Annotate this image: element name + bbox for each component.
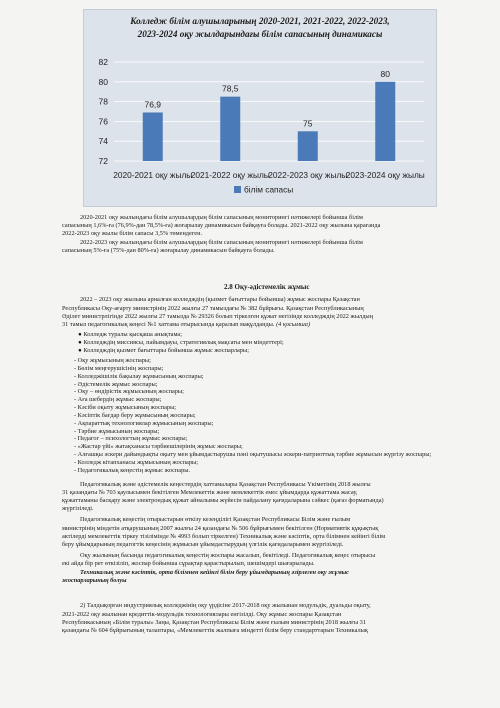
bullet-text: Колледждің миссиясы, пайымдауы, стратегиялық мақсаты мен міндеттері; [83,339,284,346]
data-label: 78,5 [221,83,239,94]
para7-line2: 2021-2022 оқу жылынан кредиттік-модульдік технологиялары енгізілді. Оқу жұмыс жоспары Қазақстан [62,611,342,618]
plan-list-item: - Оқу жұмысының жоспары; [74,357,151,364]
y-tick-label: 76 [98,116,108,127]
bullet-item: ● Колледждің қызмет бағыттары бойынша жұмыс жоспарлары; [78,347,249,354]
appendix-note: (4 қосымша) [276,321,311,328]
plan-list-item: - Колледжішілік бақылау жұмысының жоспары; [74,372,204,380]
para3-line3: құжаттаманы басқару және электрондық құжат айналымы жүйесін пайдалану қағидаларына сәйкес (қағаз форматында) [62,497,384,504]
bar [298,131,318,161]
y-tick-label: 80 [98,76,108,87]
bullet-text: Колледж туралы қысқаша анықтама; [83,331,182,338]
chart-panel [83,9,437,207]
analysis-p1-line2: сапасының 1,6%-ға (76,9%-дан 78,5%-ға) жоғарылау динамикасын байқауға болады. 2021-2022 оқу жылына қарағанда [62,222,381,229]
plan-list-item: - Педагог – психологтың жұмыс жоспары; [74,435,188,443]
para7-line3: Республикасының «Білім туралы» Заңы, Қазақстан Республикасы Білім және ғылым министрінің 2018 жылғы 31 [62,619,366,626]
legend-label: білім сапасы [244,184,294,195]
plan-list-item: - Ақпараттық технологиялар жұмысының жоспары; [74,419,214,427]
intro-line3: Әділет министрлігінде 2022 жылғы 27 тамызда № 29326 болып тіркелген құжат негізінде колледждің 2022 жылдың [62,313,374,320]
plan-list-item: - Бөлім меңгерушісінің жоспары; [74,364,164,372]
data-label: 80 [380,68,390,79]
bar [143,112,163,161]
plan-list-item: - Кәсіптік бағдар беру жұмысының жоспары; [74,411,196,419]
x-tick-label: 2023-2024 оқу жылы [345,170,425,180]
y-tick-label: 74 [98,136,108,147]
plan-list-item: - Кәсіби оқыту жұмысының жоспары; [74,404,177,412]
x-tick-label: 2021-2022 оқу жылы [190,170,270,180]
y-tick-label: 82 [98,57,108,67]
plan-list [74,357,474,475]
plan-list-item: - Оқу – өндірістік жұмысының жоспары; [74,388,184,396]
bullet-item: ● Колледж туралы қысқаша анықтама; [78,331,182,338]
y-tick-label: 78 [98,96,108,107]
bullet-text: Колледждің қызмет бағыттары бойынша жұмыс жоспарлары; [83,347,249,354]
para6-line1: Техникалық және кәсіптік, орта білімнен кейінгі білім беру ұйымдарының әзірлеген оқу жұмыс [80,569,349,576]
intro-line2: Республикасы Оқу-ағарту министрінің 2022 жылғы 27 тамыздағы № 382 бұйрығы. Қазақстан Республикасының [62,305,364,312]
para4-line2: министрінің міндетін атқарушының 2007 жылғы 24 қазандағы № 506 бұйрығымен бекітілген (Нормативтік құқықтық [62,525,379,532]
chart-title-line-2: 2023-2024 оқу жылдарындағы білім сапасының динамикасы [137,29,383,39]
bullet-item: ● Колледждің миссиясы, пайымдауы, стратегиялық мақсаты мен міндеттері; [78,339,284,346]
para6-line2: жоспарларының болуы [62,577,127,584]
bar [220,97,240,161]
analysis-p1-line1: 2020-2021 оқу жылындағы білім алушылардың білім сапасының мониторингі нәтижелері бойынша білім [80,214,363,221]
plan-list-item: - Тәрбие жұмысының жоспары; [74,427,160,435]
para4-line4: беру ұйымдарының педагогтік кеңесінің жұмысын ұйымдастырудың үлгілік қағидаларымен жүргізіледі. [62,541,344,548]
chart-title-line-1: Колледж білім алушыларының 2020-2021, 2021-2022, 2022-2023, [130,16,390,26]
intro-line1: 2022 – 2023 оқу жылына арналған колледждің (қызмет бағыттары бойынша) жұмыс жоспары Қазақстан [80,296,360,303]
bar-chart [84,10,436,206]
para7-line1: 2) Талдықорған индустриялық колледжінің оқу үрдісіне 2017-2018 оқу жылынан модульдік, дуальды оқыту, [80,602,371,609]
intro-line4 [62,321,310,329]
para4-line3: актілерді мемлекеттік тіркеу тізілімінде № 4993 болып тіркелген) Техникалық және кәсіптік, орта білімнен кейінгі білім [62,533,386,540]
analysis-p2-line1: 2022-2023 оқу жылындағы білім алушылардың білім сапасының мониторингі нәтижелері бойынша білім [80,239,363,246]
para4-line1: Педагогикалық кеңестің отырыстарын өткізу кезеңділігі Қазақстан Республикасы Білім және ғылым [80,516,351,523]
plan-list-item: - Алғашқы әскери дайындықты оқыту мен ұйымдастырушы пәні оқытушысы әскери-патриоттық тәрбие жұмысын жүргізу жоспары; [74,451,432,459]
data-label: 75 [303,118,313,129]
y-tick-label: 72 [98,156,108,166]
plan-list-item: - «Жастар үйі» жатақханасы тәрбиешілерінің жұмыс жоспары; [74,443,243,451]
plan-list-item: - Әдістемелік жұмыс жоспары; [74,380,158,388]
analysis-p2-line2: сапасының 5%-ға (75%-дан 80%-ға) жоғарылау динамикасын байқауға болады. [62,247,275,254]
para3-line4: жүргізіледі. [62,505,94,512]
plan-list-item: - Колледж кітапханасы жұмысының жоспары; [74,458,198,466]
intro-line4-text: 31 тамыз педагогикалық кеңесі №1 хаттама отырысында қаралып мақұлданды. [62,321,275,328]
analysis-p1-line3: 2022-2023 оқу жылы білім сапасы 3,5% төмендеген. [62,230,203,237]
x-tick-label: 2022-2023 оқу жылы [268,170,348,180]
data-label: 76,9 [144,99,162,110]
para7-line4: қазандағы № 604 бұйрығының талаптары, «Мемлекеттік жалпыға міндетті білім беру стандарттарын Техникалық [62,627,368,634]
plan-list-item: - Аға шебердің жұмыс жоспары; [74,396,162,404]
para5-line2: екі айда бір рет өткізіліп, жоспар бойынша сұрақтар қарастырылып, шешімдері шығарылады. [62,560,315,567]
para5-line1: Оқу жылының басында педагогикалық кеңестің жоспары жасалып, бекітіледі. Педагогикалық кеңес отырысы [80,552,376,559]
plan-list-item: - Педагогикалық кеңестің жұмыс жоспары. [74,466,191,474]
section-heading: 2.8 Оқу-әдістемелік жұмыс [224,283,310,291]
bar [375,82,395,161]
para3-line1: Педагогикалық және әдістемелік кеңестердің хаттамалары Қазақстан Республикасы Үкіметінің 2018 жылғы [80,481,371,488]
x-tick-label: 2020-2021 оқу жылы [113,170,193,180]
legend-swatch [234,186,241,193]
para3-line2: 31 қазандағы № 703 қаулысымен бекітілген Мемлекеттік және мемлекеттік емес ұйымдарда құжаттама жасау, [62,489,358,496]
